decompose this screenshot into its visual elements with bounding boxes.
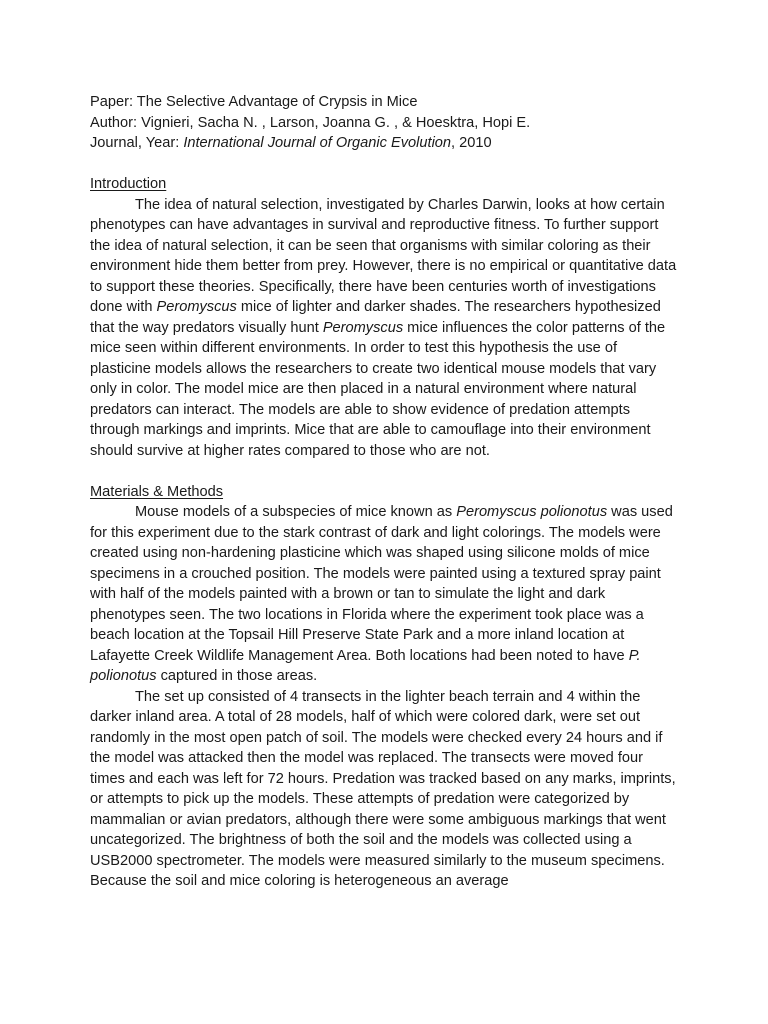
methods-paragraph-1	[90, 502, 678, 687]
intro-species-1: Peromyscus	[156, 299, 237, 315]
intro-species-2: Peromyscus	[322, 319, 404, 336]
methods-paragraph-2: The set up consisted of 4 transects in the lighter beach terrain and 4 within the darker inland area. A total of 28 models, half of which were colored dark, were set out randomly in the most open patch of soil. The models were checked every 24 hours and if the model was attacked then the model was replaced. The transects were moved four times and each was left for 72 hours. Predation was tracked based on any marks, imprints, or attempts to pick up the models. These attempts of predation were categorized by mammalian or avian predators, although there were some ambiguous markings that went uncategorized. The brightness of both the soil and the models was collected using a USB2000 spectrometer. The models were measured similarly to the museum specimens. Because the soil and mice coloring is heterogeneous an average	[90, 688, 676, 889]
journal-label: Journal, Year:	[90, 135, 180, 151]
paper-title: The Selective Advantage of Crypsis in Mice	[136, 94, 418, 110]
journal-year: , 2010	[451, 135, 492, 151]
methods-text-2: was used for this experiment due to the stark contrast of dark and light colorings. The models were created using non-hardening plasticine which was shaped using silicone molds of mice specimens in a crouched position. The models were painted using a textured spray paint with half of the models painted with a brown or tan to simulate the light and dark phenotypes seen. The two locations in Florida where the experiment took place was a beach location at the Topsail Hill Preserve State Park and a more inland location at Lafayette Creek Wildlife Management Area. Both locations had been noted to have	[90, 504, 673, 664]
introduction-section	[90, 174, 678, 461]
methods-species-2: P. polionotus	[90, 647, 641, 684]
paper-title-line	[90, 92, 678, 113]
introduction-paragraph	[90, 195, 678, 462]
journal-line	[90, 133, 678, 154]
introduction-heading: Introduction	[90, 176, 167, 192]
paper-label: Paper:	[90, 94, 133, 110]
intro-text-1: The idea of natural selection, investigated by Charles Darwin, looks at how certain phenotypes can have advantages in survival and reproductive fitness. To further support the idea of natural selection, it can be seen that organisms with similar coloring as their environment hide them better from prey. However, there is no empirical or quantitative data to support these theories. Specifically, there have been centuries worth of investigations done with	[90, 196, 677, 315]
author-line	[90, 113, 678, 134]
methods-species-1: Peromyscus polionotus	[456, 504, 608, 520]
author-label: Author:	[90, 114, 138, 131]
author-names: Vignieri, Sacha N. , Larson, Joanna G. , & Hoesktra, Hopi E.	[141, 114, 531, 131]
methods-text-3: captured in those areas.	[156, 668, 318, 684]
intro-text-3: mice influences the color patterns of the mice seen within different environments. In order to test this hypothesis the use of plasticine models allows the researchers to create two identical mouse models that vary only in color. The model mice are then placed in a natural environment where natural predators can interact. The models are able to show evidence of predation attempts through markings and imprints. Mice that are able to camouflage into their environment should survive at higher rates compared to those who are not.	[90, 319, 666, 459]
methods-section	[90, 482, 678, 892]
paper-header	[90, 92, 678, 154]
intro-text-2: mice of lighter and darker shades. The researchers hypothesized that the way predators visually hunt	[90, 299, 661, 336]
methods-text-1: Mouse models of a subspecies of mice known as	[135, 504, 457, 520]
methods-heading: Materials & Methods	[90, 483, 224, 500]
journal-name: International Journal of Organic Evolution	[183, 135, 452, 151]
